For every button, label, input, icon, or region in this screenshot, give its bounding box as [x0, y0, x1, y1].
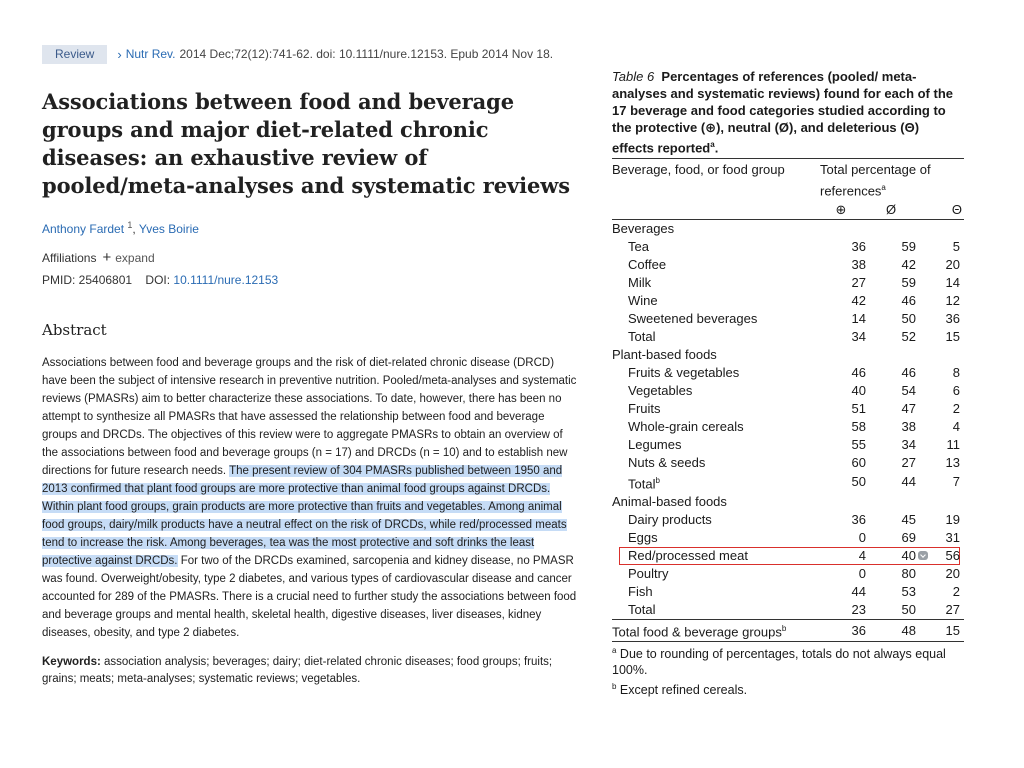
citation-text: 2014 Dec;72(12):741-62. doi: 10.1111/nure.12153. Epub 2014 Nov 18. — [179, 47, 554, 61]
row-label: Fruits — [628, 400, 661, 416]
deleterious-value: 20 — [945, 565, 960, 581]
abstract-text — [42, 354, 578, 642]
protective-value: 36 — [851, 238, 866, 254]
row-label: Nuts & seeds — [628, 454, 706, 470]
abstract-heading: Abstract — [42, 321, 107, 339]
protective-value: 0 — [858, 565, 866, 581]
deleterious-value: 6 — [952, 382, 960, 398]
protective-value: 36 — [816, 619, 866, 641]
column-header-total: Total percentage of references$^a$ — [816, 159, 964, 201]
table-section-row — [612, 346, 964, 364]
deleterious-value: 15 — [945, 328, 960, 344]
neutral-value: 38 — [901, 418, 916, 434]
deleterious-value: 2 — [952, 400, 960, 416]
article-title: Associations between food and beverage groups and major diet-related chronic diseases: an exhaustive review of pooled/meta-analyses and systematic reviews — [42, 89, 570, 198]
neutral-value: 53 — [901, 583, 916, 599]
neutral-value: 50 — [901, 310, 916, 326]
neutral-value: 44 — [901, 474, 916, 490]
row-label: Total — [628, 601, 656, 617]
deleterious-value: 15 — [916, 619, 964, 641]
table-row — [612, 529, 964, 547]
deleterious-value: 11 — [946, 436, 960, 452]
table-row — [612, 256, 964, 274]
row-label: Red/processed meat — [612, 547, 816, 565]
author-link[interactable]: Yves Boirie — [138, 222, 199, 236]
neutral-value: 34 — [901, 436, 916, 452]
protective-value: 51 — [851, 400, 866, 416]
deleterious-value — [916, 346, 964, 364]
protective-value: 46 — [851, 364, 866, 380]
table-row — [612, 274, 964, 292]
deleterious-value: 36 — [945, 310, 960, 326]
row-label: Animal-based foods — [612, 493, 727, 509]
table-row — [612, 310, 964, 328]
deleterious-value: 12 — [945, 292, 960, 308]
table-row — [612, 511, 964, 529]
row-label: Total food & beverage groups$^b$ — [612, 619, 816, 641]
expand-button[interactable]: expand — [115, 251, 155, 265]
table-row — [612, 565, 964, 583]
abstract-part: Associations between food and beverage groups and the risk of diet-related chronic disease (DRCD) have been the subject of intensive research in preventive nutrition. Pooled/meta-analyses and systematic reviews (PMASRs) aim to better characterize these associations. To date, however, there has been no attempt to synthesize all PMASRs that have assessed the relationship between food and beverage groups and DRCDs. The objectives of this review were to aggregate PMASRs to obtain an overview of the associations between food and beverage groups (n = 17) and DRCDs (n = 10) and to establish new directions for future research needs. — [42, 357, 577, 477]
caption-text: Percentages of references (pooled/ meta-analyses and systematic reviews) found for each of the 17 beverage and food categories studied according to the protective (⊕), neutral (Ø), and deleterious (Θ) effects reported — [612, 69, 954, 156]
neutral-value — [866, 493, 916, 511]
protective-value: 34 — [851, 328, 866, 344]
row-label: Sweetened beverages — [628, 310, 758, 326]
protective-value: 42 — [851, 292, 866, 308]
doi-label: DOI: — [145, 273, 171, 287]
protective-value: 50 — [851, 474, 866, 490]
table-row — [612, 292, 964, 310]
keywords — [42, 654, 578, 688]
neutral-value: 46 — [901, 364, 916, 380]
neutral-value: 54 — [901, 382, 916, 398]
authors — [42, 220, 578, 236]
doi-link[interactable]: 10.1111/nure.12153 — [173, 273, 279, 287]
author-link[interactable]: Anthony Fardet — [42, 222, 125, 236]
neutral-value — [866, 346, 916, 364]
deleterious-value: 20 — [945, 256, 960, 272]
neutral-value: 40 — [866, 547, 916, 565]
row-label: Coffee — [628, 256, 667, 272]
neutral-value: 80 — [901, 565, 916, 581]
neutral-value: 42 — [901, 256, 916, 272]
table-section-row — [612, 493, 964, 511]
row-label: Total$^b$ — [628, 475, 660, 491]
row-label: Total — [628, 328, 656, 344]
table-row — [612, 472, 964, 493]
protective-value: 60 — [851, 454, 866, 470]
protective-value — [816, 346, 866, 364]
neutral-value: 59 — [901, 238, 916, 254]
footnote-mark: b — [655, 475, 660, 485]
deleterious-value: 8 — [952, 364, 960, 380]
neutral-value: 27 — [901, 454, 916, 470]
abstract-highlight: The present review of 304 PMASRs published between 1950 and 2013 confirmed that plant food groups are more protective than animal food groups against DRCDs. Within plant food groups, grain products are more protective than fruits and vegetables. Among animal food groups, dairy/milk products have a neutral effect on the risk of DRCDs, while red/processed meats tend to increase the risk. Among beverages, tea was the most protective and soft drinks the least protective against DRCDs. — [42, 465, 567, 567]
table-label: Table 6 — [612, 69, 655, 84]
row-label: Wine — [628, 292, 658, 308]
deleterious-value: 7 — [952, 474, 960, 490]
row-label: Milk — [628, 274, 652, 290]
table-row — [612, 364, 964, 382]
protective-value: 23 — [851, 601, 866, 617]
deleterious-value: 31 — [945, 529, 960, 545]
affiliations-row — [42, 251, 578, 265]
article-column — [42, 44, 578, 688]
row-label: Dairy products — [628, 511, 712, 527]
table-row — [612, 400, 964, 418]
row-label: Fruits & vegetables — [628, 364, 740, 380]
table-row — [612, 601, 964, 620]
deleterious-value: 2 — [952, 583, 960, 599]
citation-line — [42, 44, 578, 64]
deleterious-value — [916, 493, 964, 511]
table-row — [612, 619, 964, 641]
row-label: Whole-grain cereals — [628, 418, 744, 434]
deleterious-value: 13 — [945, 454, 960, 470]
deleterious-symbol: Θ — [916, 201, 964, 220]
table-row — [612, 418, 964, 436]
neutral-value: 48 — [866, 619, 916, 641]
table-row — [612, 547, 964, 565]
protective-value: 36 — [851, 511, 866, 527]
footnote-a: $^a$ Due to rounding of percentages, totals do not always equal 100%. — [612, 646, 946, 678]
author-separator: , — [132, 222, 139, 236]
protective-value: 40 — [851, 382, 866, 398]
caption-end: . — [714, 140, 719, 156]
neutral-value: 69 — [901, 529, 916, 545]
table-row — [612, 436, 964, 454]
neutral-value: 47 — [901, 400, 916, 416]
plus-icon[interactable]: + — [102, 249, 112, 266]
affiliations-label: Affiliations — [42, 251, 97, 265]
neutral-value: 46 — [901, 292, 916, 308]
pmid: PMID: 25406801 — [42, 273, 133, 287]
deleterious-value: 5 — [952, 238, 960, 254]
protective-value: 14 — [851, 310, 866, 326]
neutral-value: 52 — [901, 328, 916, 344]
abstract-part: For two of the DRCDs examined, sarcopenia and kidney disease, no PMASR was found. Overweight/obesity, type 2 diabetes, and various types of cardiovascular disease and cancer accounted for 289 of the PMASRs. There is a crucial need to further study the associations between food and beverage groups and mental health, skeletal health, digestive diseases, liver diseases, kidney diseases, obesity, and type 2 diabetes. — [42, 555, 577, 639]
row-label: Beverages — [612, 220, 675, 236]
protective-value: 55 — [851, 436, 866, 452]
row-label: Vegetables — [628, 382, 693, 398]
neutral-value: 50 — [901, 601, 916, 617]
table-row — [612, 238, 964, 256]
table-figure — [612, 68, 964, 699]
identifiers — [42, 273, 578, 287]
journal-link[interactable]: Nutr Rev. — [125, 47, 176, 61]
table-row — [612, 382, 964, 400]
protective-value: 27 — [851, 274, 866, 290]
footnote-b: $^b$ Except refined cereals. — [612, 682, 748, 698]
protective-value: 38 — [851, 256, 866, 272]
protective-value: 44 — [851, 583, 866, 599]
protective-value: 4 — [858, 547, 866, 563]
protective-value — [816, 493, 866, 511]
footnote-mark: b — [781, 623, 787, 633]
row-label: Fish — [628, 583, 653, 599]
neutral-symbol: Ø — [866, 201, 916, 220]
table-caption — [612, 68, 964, 156]
chevron-right-icon: › — [117, 46, 122, 62]
neutral-value — [866, 219, 916, 238]
deleterious-value — [916, 219, 964, 238]
row-label: Tea — [628, 238, 649, 254]
neutral-value: 59 — [901, 274, 916, 290]
row-label: Plant-based foods — [612, 346, 717, 362]
row-label: Poultry — [628, 565, 669, 581]
table-section-row — [612, 219, 964, 238]
protective-value: 58 — [851, 418, 866, 434]
results-table — [612, 158, 964, 642]
table-row — [612, 583, 964, 601]
table-row — [612, 454, 964, 472]
column-header-group: Beverage, food, or food group — [612, 159, 816, 201]
keywords-label: Keywords: — [42, 656, 101, 668]
neutral-value: 45 — [901, 511, 916, 527]
deleterious-value: 19 — [945, 511, 960, 527]
review-badge[interactable]: Review — [42, 45, 107, 64]
protective-symbol: ⊕ — [816, 201, 866, 220]
deleterious-value: 27 — [945, 601, 960, 617]
row-label: Eggs — [628, 529, 658, 545]
table-row — [612, 328, 964, 346]
protective-value — [816, 219, 866, 238]
deleterious-value: 56 — [945, 547, 960, 563]
protective-value: 0 — [858, 529, 866, 545]
deleterious-value: 4 — [952, 418, 960, 434]
row-label: Legumes — [628, 436, 682, 452]
deleterious-value: 14 — [945, 274, 960, 290]
author-affiliation-number[interactable]: 1 — [127, 220, 133, 230]
caption-footnote-mark: a — [710, 140, 715, 149]
keywords-list: association analysis; beverages; dairy; diet-related chronic diseases; food groups; fruits; grains; meats; meta-analyses; systematic reviews; vegetables. — [42, 656, 553, 685]
